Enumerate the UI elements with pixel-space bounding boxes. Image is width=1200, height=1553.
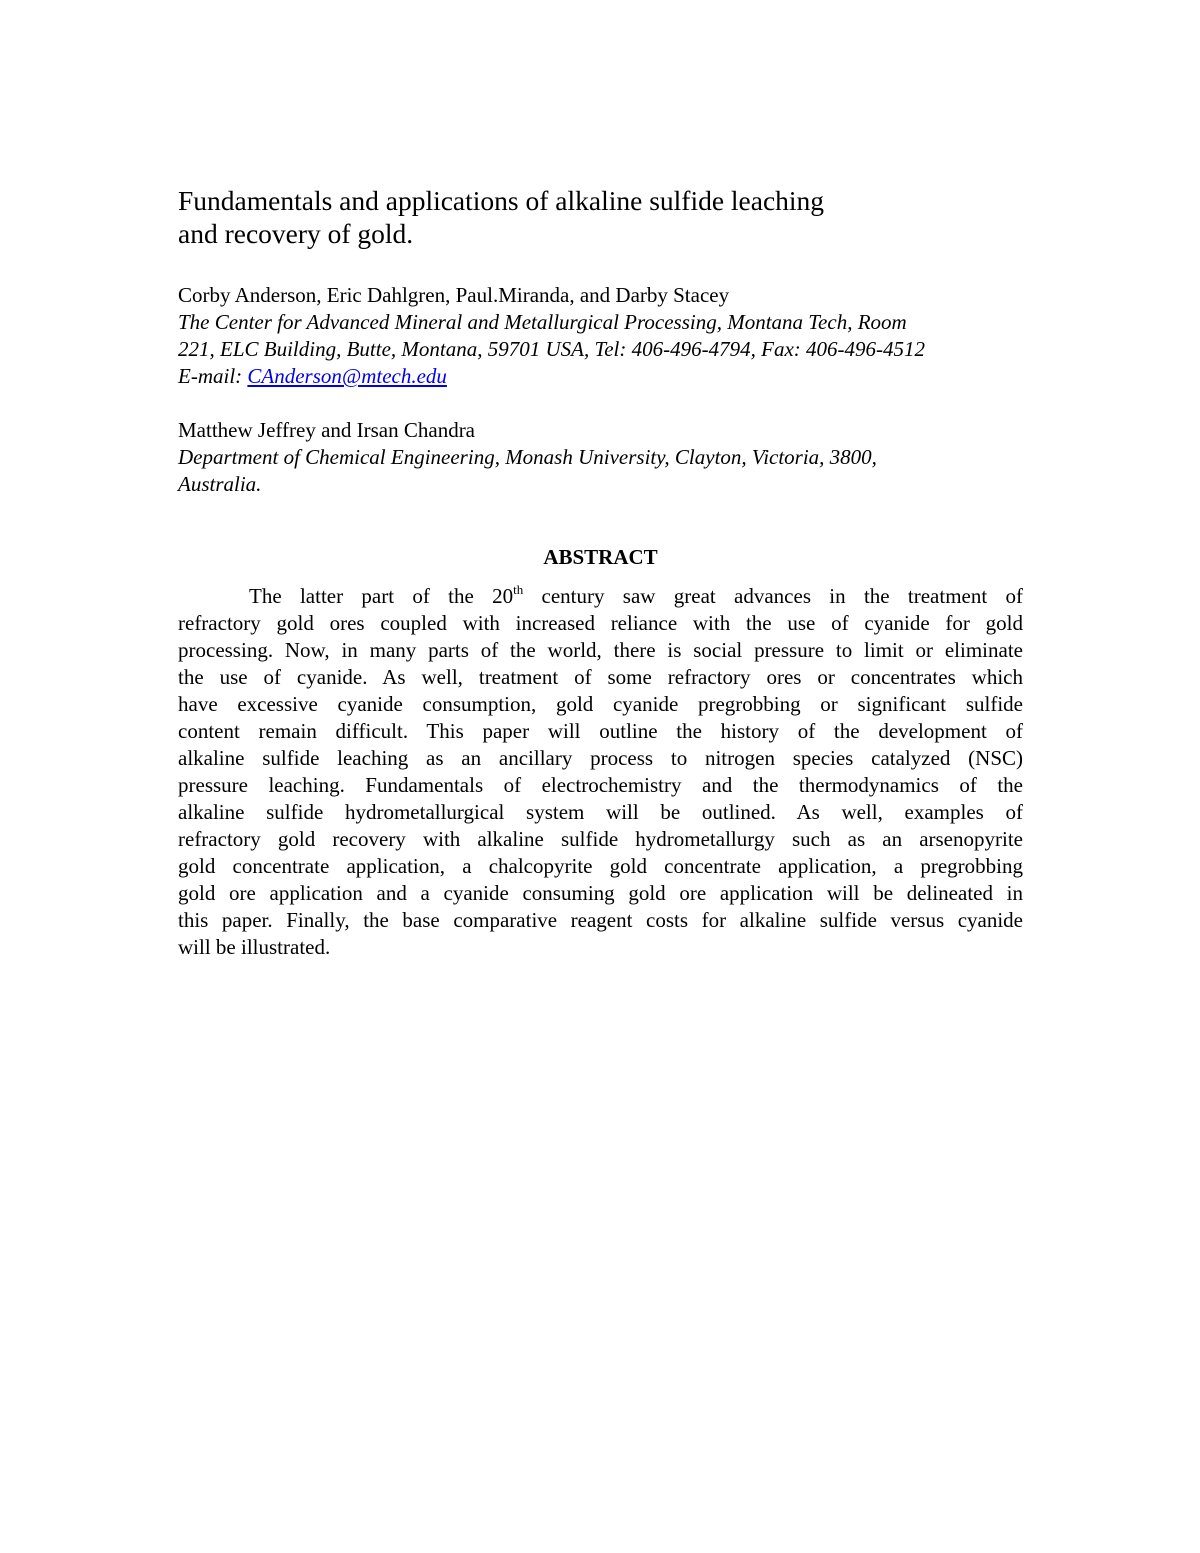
email-link[interactable]: CAnderson@mtech.edu <box>247 364 447 388</box>
abstract-line: alkaline sulfide hydrometallurgical system will be outlined. As well, examples of <box>178 800 1023 824</box>
abstract-line-1-post: century saw great advances in the treatment of <box>523 584 1023 608</box>
affiliation-2-line-1: Department of Chemical Engineering, Monash University, Clayton, Victoria, 3800, <box>178 445 877 469</box>
affiliation-1 <box>178 309 1023 390</box>
author-group-2 <box>178 417 1023 498</box>
abstract-heading: ABSTRACT <box>543 545 658 569</box>
abstract-line: gold concentrate application, a chalcopyrite gold concentrate application, a pregrobbing <box>178 854 1023 878</box>
affiliation-2 <box>178 444 1023 498</box>
abstract-line: the use of cyanide. As well, treatment of some refractory ores or concentrates which <box>178 665 1023 689</box>
abstract-line: refractory gold ores coupled with increased reliance with the use of cyanide for gold <box>178 611 1023 635</box>
abstract-line: gold ore application and a cyanide consuming gold ore application will be delineated in <box>178 881 1023 905</box>
author-names-1: Corby Anderson, Eric Dahlgren, Paul.Miranda, and Darby Stacey <box>178 283 730 307</box>
paper-title <box>178 184 1023 250</box>
abstract-line: pressure leaching. Fundamentals of electrochemistry and the thermodynamics of the <box>178 773 1023 797</box>
abstract-body <box>178 583 1023 961</box>
author-group-1 <box>178 282 1023 390</box>
abstract-line: this paper. Finally, the base comparative reagent costs for alkaline sulfide versus cyanide <box>178 908 1023 932</box>
email-label: E-mail: <box>178 364 248 388</box>
abstract-line: have excessive cyanide consumption, gold cyanide pregrobbing or significant sulfide <box>178 692 1023 716</box>
abstract-line-1-pre: The latter part of the 20 <box>249 584 514 608</box>
paper-page <box>178 184 1023 961</box>
affiliation-1-line-2: 221, ELC Building, Butte, Montana, 59701 USA, Tel: 406-496-4794, Fax: 406-496-4512 <box>178 337 925 361</box>
abstract-line <box>178 583 1023 610</box>
abstract-line: processing. Now, in many parts of the world, there is social pressure to limit or eliminate <box>178 638 1023 662</box>
affiliation-1-line-1: The Center for Advanced Mineral and Metallurgical Processing, Montana Tech, Room <box>178 310 907 334</box>
author-names-2: Matthew Jeffrey and Irsan Chandra <box>178 418 476 442</box>
abstract-superscript: th <box>513 582 524 597</box>
abstract-line: refractory gold recovery with alkaline sulfide hydrometallurgy such as an arsenopyrite <box>178 827 1023 851</box>
affiliation-1-email-line <box>178 363 1023 390</box>
paper-title-line-1: Fundamentals and applications of alkaline sulfide leaching <box>178 185 825 216</box>
abstract-line: content remain difficult. This paper will outline the history of the development of <box>178 719 1023 743</box>
affiliation-2-line-2: Australia. <box>178 472 262 496</box>
abstract-line: will be illustrated. <box>178 935 331 959</box>
abstract-line: alkaline sulfide leaching as an ancillary process to nitrogen species catalyzed (NSC) <box>178 746 1023 770</box>
paper-title-line-2: and recovery of gold. <box>178 218 414 249</box>
